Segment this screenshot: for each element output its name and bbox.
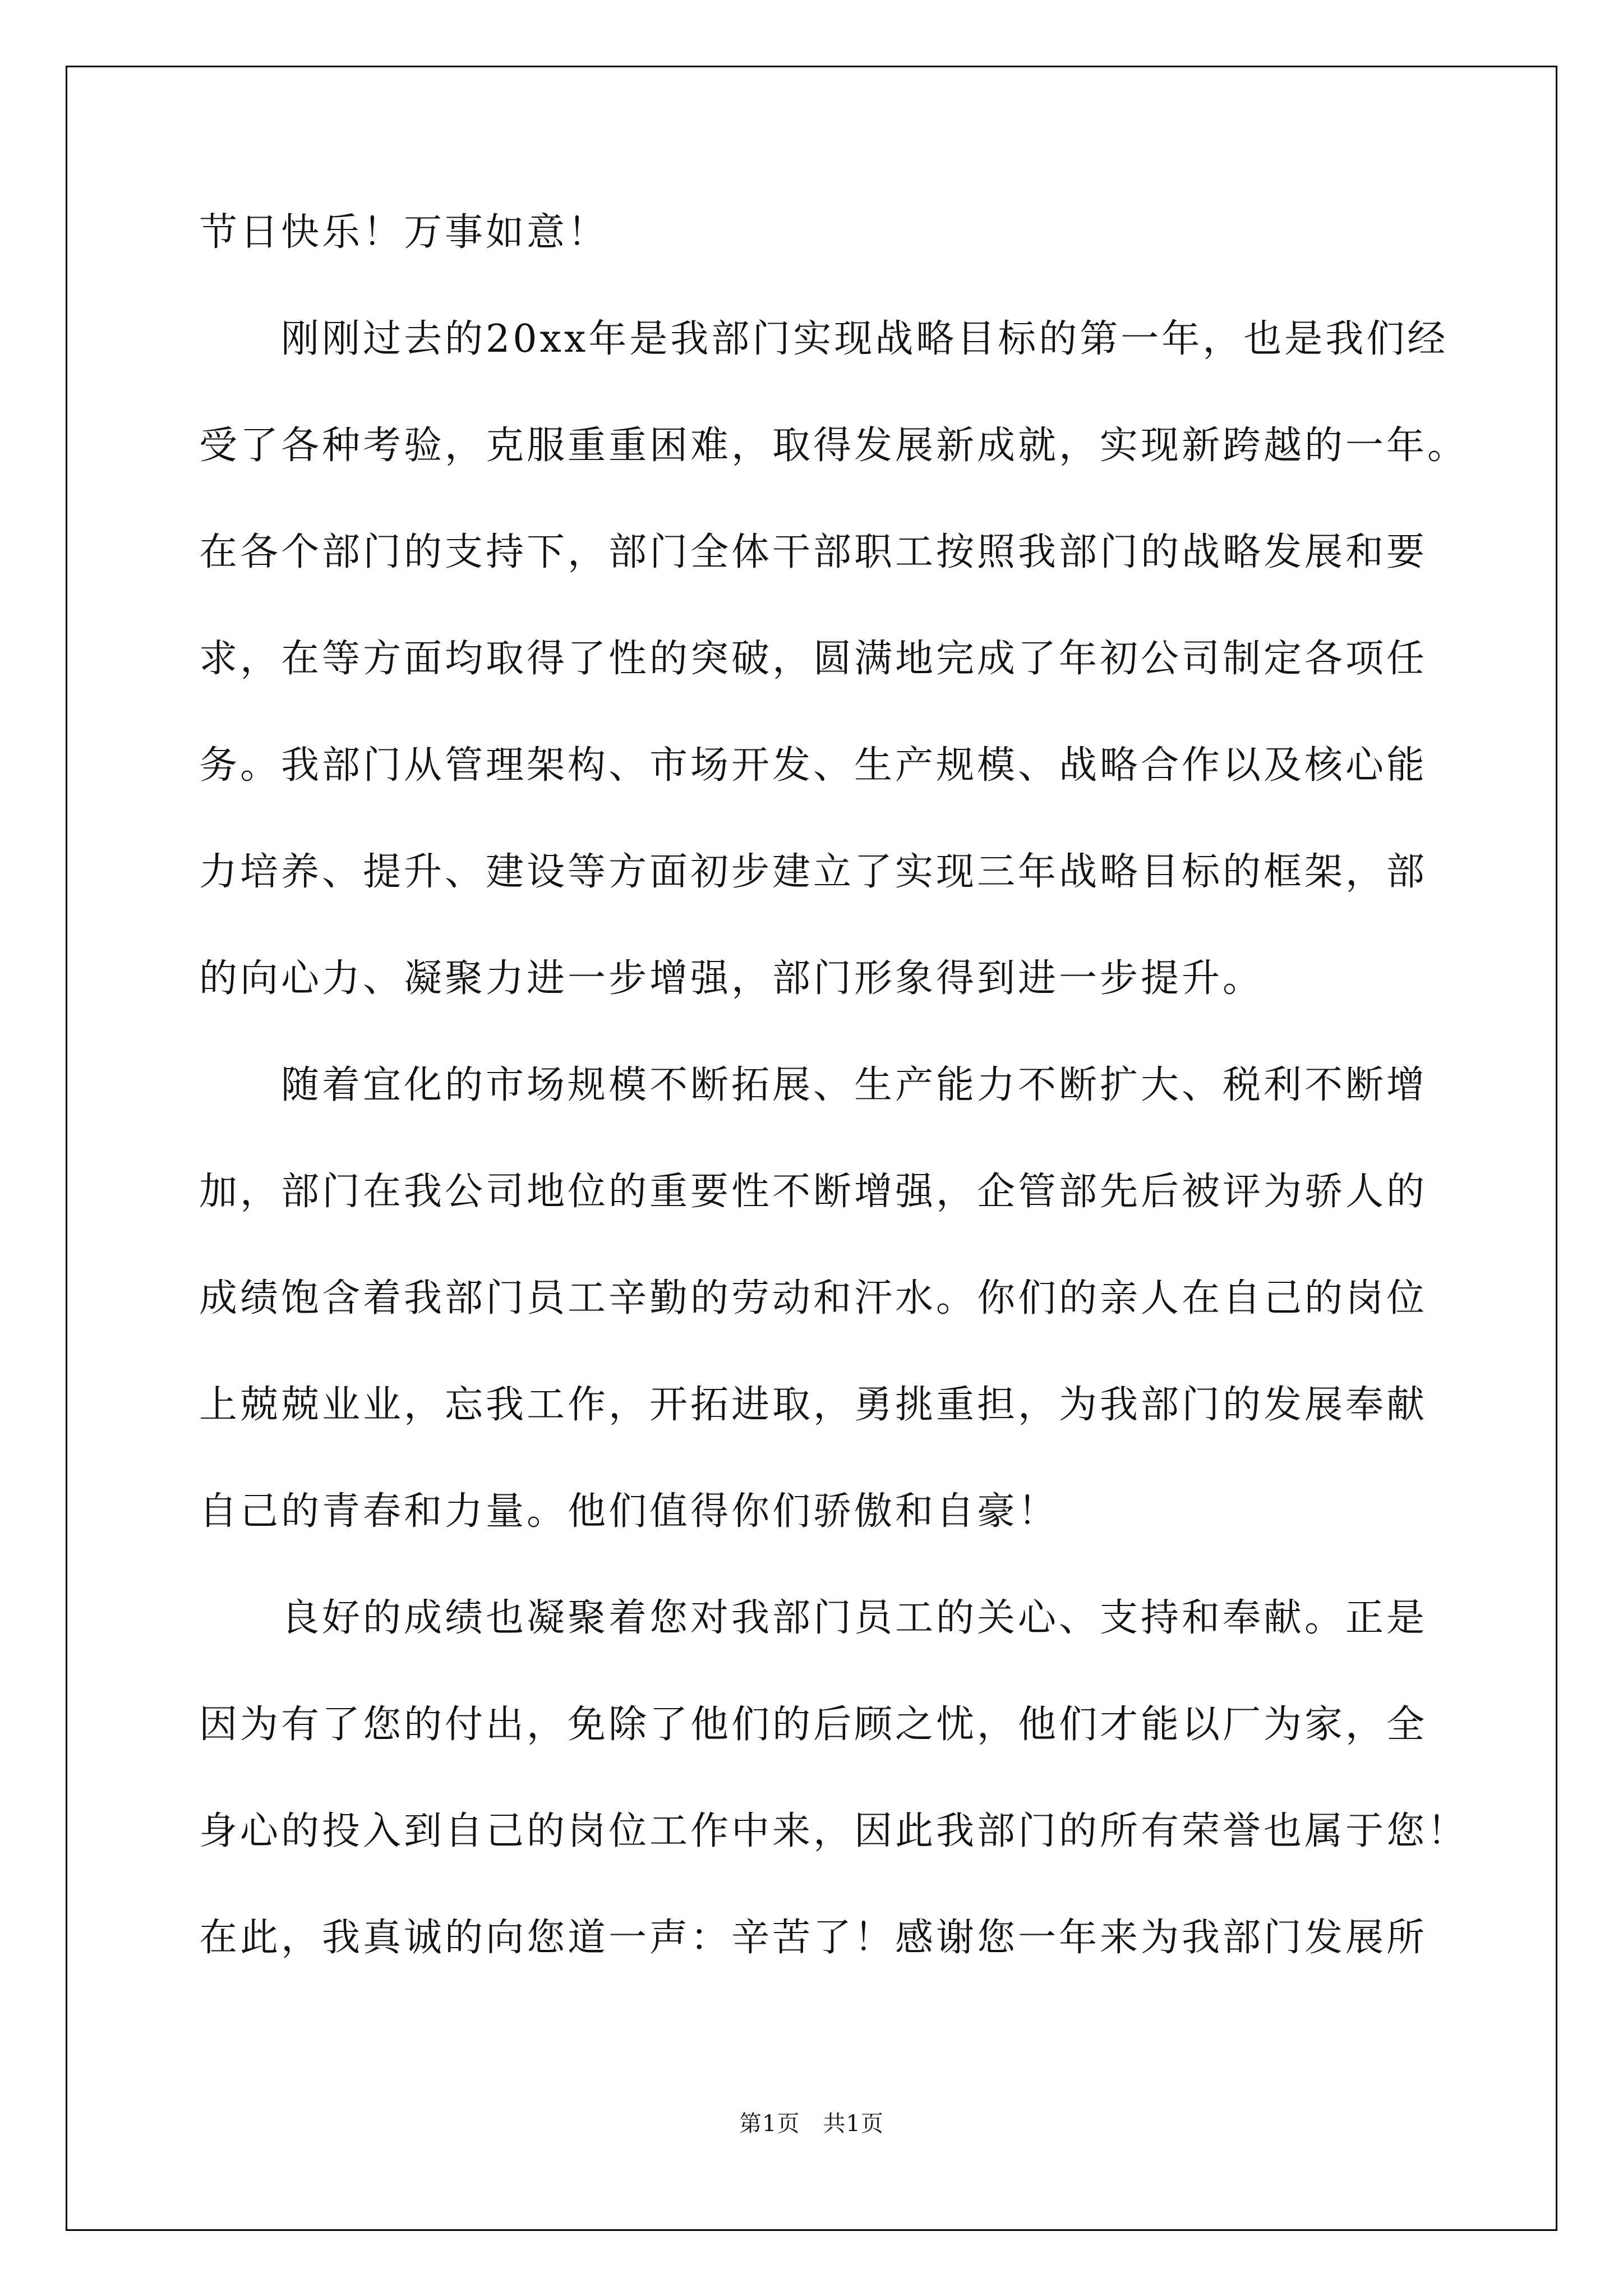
text-line: 身心的投入到自己的岗位工作中来，因此我部门的所有荣誉也属于您！ xyxy=(199,1809,1469,1853)
text-line: 节日快乐！万事如意！ xyxy=(199,210,609,255)
text-line: 随着宜化的市场规模不断拓展、生产能力不断扩大、税利不断增 xyxy=(199,1063,1428,1107)
text-line: 自己的青春和力量。他们值得你们骄傲和自豪！ xyxy=(199,1489,1059,1534)
text-line: 在此，我真诚的向您道一声：辛苦了！感谢您一年来为我部门发展所 xyxy=(199,1916,1428,1960)
text-line: 良好的成绩也凝聚着您对我部门员工的关心、支持和奉献。正是 xyxy=(199,1596,1428,1640)
text-line: 受了各种考验，克服重重困难，取得发展新成就，实现新跨越的一年。 xyxy=(199,424,1469,468)
text-line: 加，部门在我公司地位的重要性不断增强，企管部先后被评为骄人的 xyxy=(199,1170,1428,1214)
text-line: 刚刚过去的20xx年是我部门实现战略目标的第一年，也是我们经 xyxy=(199,317,1449,361)
text-line: 因为有了您的付出，免除了他们的后顾之忧，他们才能以厂为家，全 xyxy=(199,1703,1428,1747)
text-line: 务。我部门从管理架构、市场开发、生产规模、战略合作以及核心能 xyxy=(199,743,1428,788)
text-line: 上兢兢业业，忘我工作，开拓进取，勇挑重担，为我部门的发展奉献 xyxy=(199,1383,1428,1427)
text-line: 求，在等方面均取得了性的突破，圆满地完成了年初公司制定各项任 xyxy=(199,637,1428,681)
page-border xyxy=(66,66,1557,2231)
text-line: 的向心力、凝聚力进一步增强，部门形象得到进一步提升。 xyxy=(199,956,1264,1001)
page-number-footer: 第1页 共1页 xyxy=(739,2111,884,2137)
text-line: 成绩饱含着我部门员工辛勤的劳动和汗水。你们的亲人在自己的岗位 xyxy=(199,1276,1428,1320)
text-line: 在各个部门的支持下，部门全体干部职工按照我部门的战略发展和要 xyxy=(199,530,1428,574)
text-line: 力培养、提升、建设等方面初步建立了实现三年战略目标的框架，部 xyxy=(199,850,1428,894)
